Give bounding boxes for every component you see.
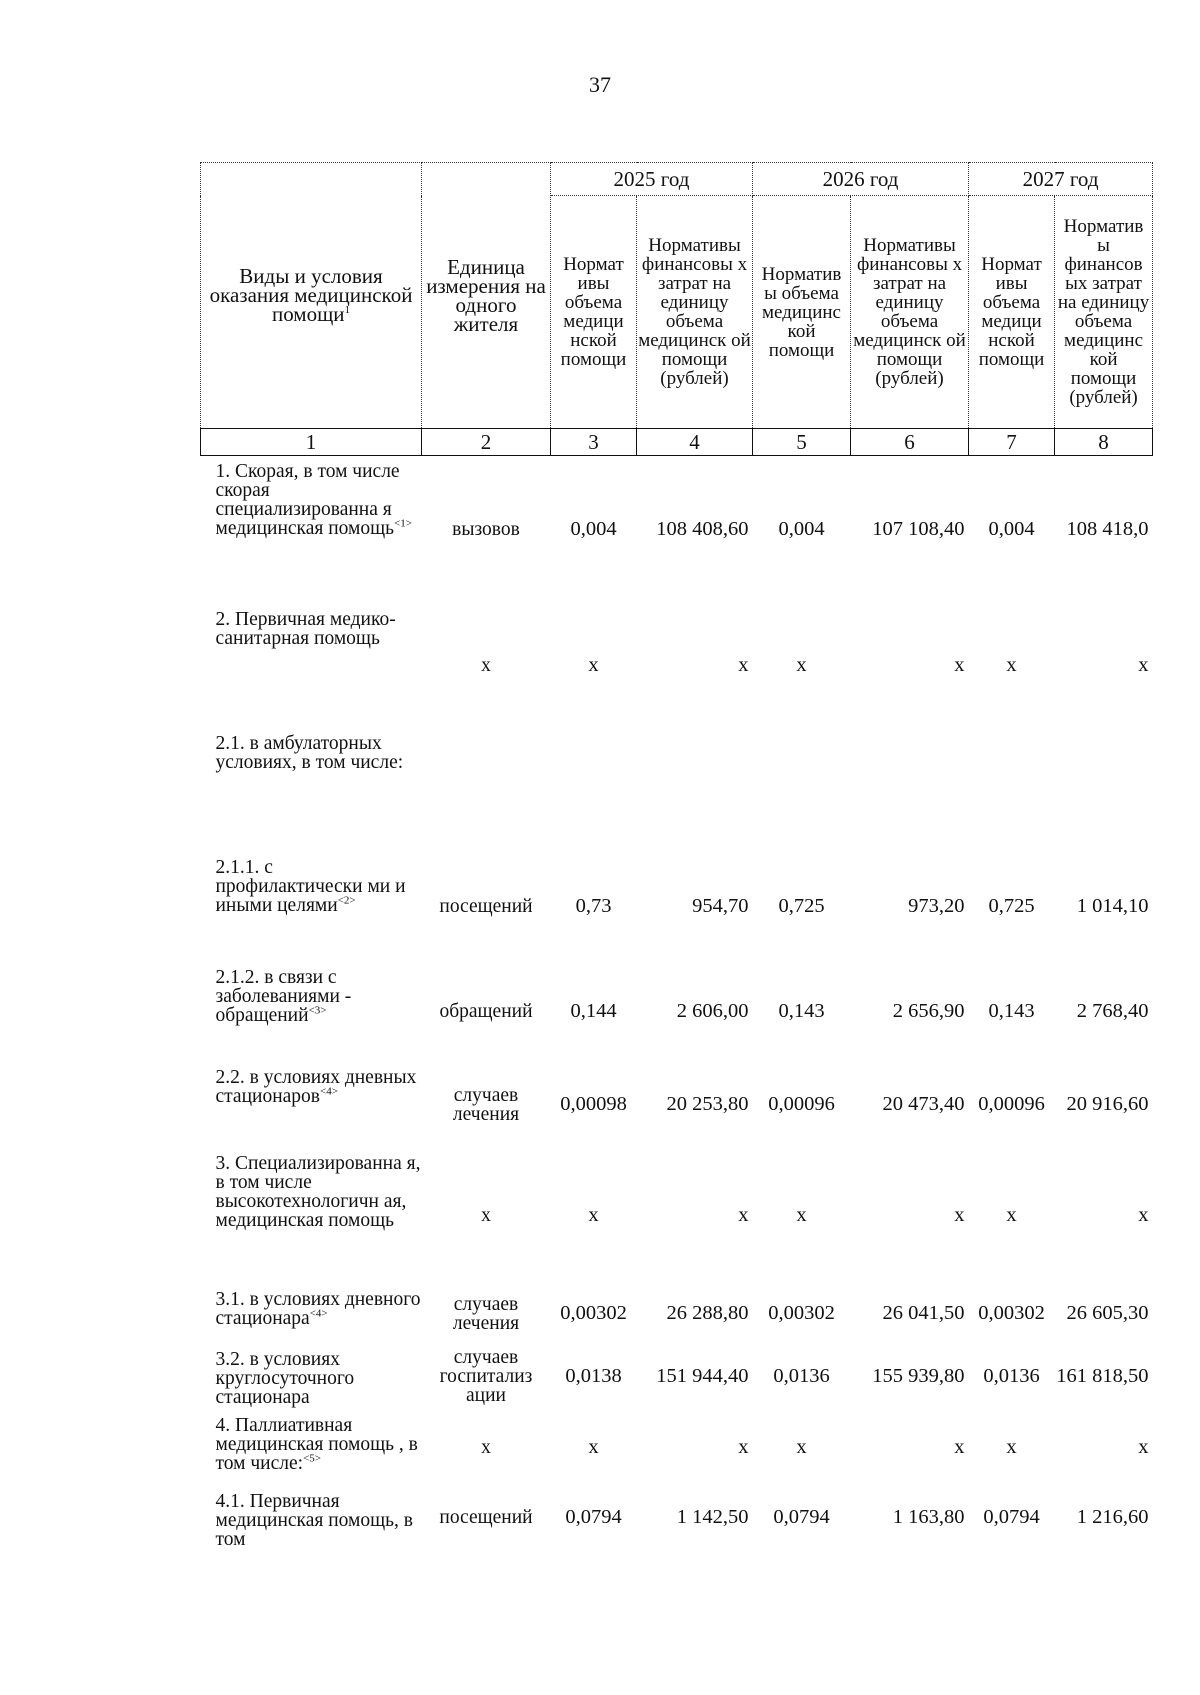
volume-norm-cell: 0,0794 <box>983 1505 1040 1528</box>
volume-norm-cell: 0,0794 <box>773 1505 830 1528</box>
row-footnote: <4> <box>309 1307 328 1319</box>
row-name <box>201 1486 422 1549</box>
cost-norm-cell: 1 142,50 <box>676 1505 749 1528</box>
header-row-years <box>201 163 1153 196</box>
table-row <box>201 456 1153 604</box>
cost-norm-cell: х <box>738 1436 749 1458</box>
row-name-text: 1. Скорая, в том числе скорая специализированна я медицинская помощь <box>215 461 400 539</box>
cost-norm-cell: х <box>954 654 965 676</box>
row-name-text: 2.1. в амбулаторных условиях, в том числе: <box>215 732 404 773</box>
row-name-text: 3. Специализированна я, в том числе высокотехнологичн ая, медицинская помощь <box>215 1152 421 1231</box>
cost-norm-cell: 26 041,50 <box>882 1302 965 1324</box>
volume-norm-cell: 0,004 <box>778 518 825 541</box>
row-unit: посещений <box>439 896 533 917</box>
volume-norm-cell: 0,144 <box>570 1000 617 1022</box>
cost-norm-cell: 161 818,50 <box>1056 1365 1149 1387</box>
cost-norm-cell <box>1055 728 1153 852</box>
row-footnote: <1> <box>394 517 412 530</box>
header-cost-2026: Нормативы финансовы х затрат на единицу объема медицинск ой помощи (рублей) <box>851 196 969 429</box>
cost-norm-cell <box>851 728 969 852</box>
volume-norm-cell: 0,725 <box>988 895 1035 917</box>
cost-norm-cell: 2 606,00 <box>676 1000 749 1022</box>
cost-norm-cell: х <box>738 1204 749 1226</box>
volume-norm-cell: х <box>1006 1436 1017 1458</box>
cost-norm-cell: х <box>1138 1436 1149 1458</box>
volume-norm-cell: 0,143 <box>988 1000 1035 1022</box>
volume-norm-cell: 0,004 <box>570 518 617 541</box>
volume-norm-cell: 0,143 <box>778 1000 825 1022</box>
volume-norm-cell: 0,00302 <box>560 1302 627 1324</box>
row-footnote: <2> <box>337 894 356 906</box>
row-footnote: <5> <box>303 1452 321 1464</box>
row-name-text: 4. Паллиативная медицинская помощь , в том числе: <box>215 1414 418 1474</box>
row-name <box>201 728 422 852</box>
row-name <box>201 604 422 728</box>
volume-norm-cell: 0,0136 <box>983 1365 1040 1387</box>
table-body <box>201 456 1153 1549</box>
cost-norm-cell: 151 944,40 <box>656 1365 749 1387</box>
header-year-2026: 2026 год <box>753 163 969 196</box>
row-name <box>201 1284 422 1344</box>
cost-norm-cell: 20 253,80 <box>666 1093 749 1115</box>
volume-norm-cell: х <box>1006 1204 1017 1226</box>
volume-norm-cell: х <box>796 654 807 676</box>
row-name-text: 3.1. в условиях дневного стационара <box>215 1288 421 1329</box>
volume-norm-cell: 0,00098 <box>560 1093 627 1115</box>
row-name-text: 2.1.1. с профилактически ми и иными целями <box>215 856 406 916</box>
volume-norm-cell <box>969 728 1055 852</box>
table-row <box>201 1410 1153 1486</box>
row-unit: случаев лечения <box>452 1084 520 1125</box>
table-row <box>201 1486 1153 1549</box>
volume-norm-cell: 0,73 <box>575 895 612 917</box>
medical-care-norms-table <box>200 162 1153 1549</box>
header-kind-footnote: 1 <box>344 304 351 316</box>
row-name <box>201 456 422 604</box>
cost-norm-cell: 26 605,30 <box>1066 1302 1149 1324</box>
row-name-text: 2. Первичная медико-санитарная помощь <box>215 608 396 649</box>
volume-norm-cell: х <box>588 1436 599 1458</box>
row-name <box>201 1410 422 1486</box>
cost-norm-cell: 973,20 <box>908 895 965 917</box>
cost-norm-cell: х <box>954 1436 965 1458</box>
cost-norm-cell <box>637 728 753 852</box>
cost-norm-cell: 107 108,40 <box>872 518 965 541</box>
column-number: 2 <box>422 429 551 456</box>
volume-norm-cell <box>753 728 851 852</box>
row-name-text: 2.2. в условиях дневных стационаров <box>215 1066 417 1107</box>
header-year-2025: 2025 год <box>551 163 753 196</box>
volume-norm-cell: х <box>1006 654 1017 676</box>
volume-norm-cell: 0,00302 <box>768 1302 835 1324</box>
table-row <box>201 852 1153 962</box>
row-footnote: <3> <box>308 1004 327 1016</box>
row-name-text: 3.2. в условиях круглосуточного стационара <box>215 1348 355 1408</box>
volume-norm-cell: 0,00302 <box>978 1302 1045 1324</box>
page-number: 37 <box>589 72 611 97</box>
row-name <box>201 1344 422 1410</box>
cost-norm-cell: 2 768,40 <box>1076 1000 1149 1022</box>
cost-norm-cell: 20 916,60 <box>1066 1093 1149 1115</box>
header-year-2027: 2027 год <box>969 163 1153 196</box>
row-name <box>201 852 422 962</box>
row-unit: случаев лечения <box>452 1293 520 1334</box>
cost-norm-cell: 155 939,80 <box>872 1365 965 1387</box>
header-kind <box>201 163 422 429</box>
row-unit: случаев госпитализ ации <box>439 1347 533 1406</box>
row-name <box>201 962 422 1062</box>
table-row <box>201 1062 1153 1148</box>
row-unit <box>422 728 551 852</box>
header-volume-2026: Норматив ы объема медицинс кой помощи <box>753 196 851 429</box>
volume-norm-cell: 0,0136 <box>773 1365 830 1387</box>
row-name <box>201 1062 422 1148</box>
column-number: 3 <box>551 429 637 456</box>
cost-norm-cell: 26 288,80 <box>666 1302 749 1324</box>
table-row <box>201 1344 1153 1410</box>
volume-norm-cell: х <box>588 654 599 676</box>
cost-norm-cell: 2 656,90 <box>892 1000 965 1022</box>
column-number: 4 <box>637 429 753 456</box>
header-row-column-numbers <box>201 429 1153 456</box>
volume-norm-cell: 0,00096 <box>768 1093 835 1115</box>
volume-norm-cell: 0,725 <box>778 895 825 917</box>
cost-norm-cell: 108 408,60 <box>656 518 749 541</box>
column-number: 8 <box>1055 429 1153 456</box>
volume-norm-cell: х <box>588 1204 599 1226</box>
volume-norm-cell <box>551 728 637 852</box>
row-name-text: 2.1.2. в связи с заболеваниями - обращений <box>215 966 352 1026</box>
table-row <box>201 962 1153 1062</box>
header-unit: Единица измерения на одного жителя <box>422 163 551 429</box>
cost-norm-cell: х <box>738 654 749 676</box>
row-unit: вызовов <box>452 519 520 541</box>
row-unit: х <box>481 655 491 676</box>
row-unit: посещений <box>439 1506 533 1528</box>
volume-norm-cell: х <box>796 1436 807 1458</box>
volume-norm-cell: 0,004 <box>988 518 1035 541</box>
header-kind-label: Виды и условия оказания медицинской помощи <box>209 264 413 326</box>
volume-norm-cell: 0,0794 <box>565 1505 622 1528</box>
column-number: 1 <box>201 429 422 456</box>
column-number: 5 <box>753 429 851 456</box>
header-cost-2025: Нормативы финансовы х затрат на единицу объема медицинск ой помощи (рублей) <box>637 196 753 429</box>
table-row <box>201 1284 1153 1344</box>
volume-norm-cell: х <box>796 1204 807 1226</box>
row-footnote: <4> <box>320 1085 338 1097</box>
cost-norm-cell: 108 418,0 <box>1066 518 1149 541</box>
cost-norm-cell: 20 473,40 <box>882 1093 965 1115</box>
cost-norm-cell: 1 216,60 <box>1076 1505 1149 1528</box>
cost-norm-cell: 954,70 <box>692 895 749 917</box>
column-number: 6 <box>851 429 969 456</box>
cost-norm-cell: х <box>1138 654 1149 676</box>
header-volume-2027: Нормат ивы объема медици нской помощи <box>969 196 1055 429</box>
row-unit: х <box>481 1437 491 1458</box>
cost-norm-cell: 1 014,10 <box>1076 895 1149 917</box>
volume-norm-cell: 0,0138 <box>565 1365 622 1387</box>
header-cost-2027: Норматив ы финансов ых затрат на единицу объема медицинс кой помощи (рублей) <box>1055 196 1153 429</box>
cost-norm-cell: х <box>1138 1204 1149 1226</box>
row-unit: обращений <box>439 1001 533 1022</box>
cost-norm-cell: 1 163,80 <box>892 1505 965 1528</box>
volume-norm-cell: 0,00096 <box>978 1093 1045 1115</box>
table-row <box>201 1148 1153 1284</box>
table-row <box>201 728 1153 852</box>
row-name <box>201 1148 422 1284</box>
column-number: 7 <box>969 429 1055 456</box>
row-unit: х <box>481 1205 491 1226</box>
table-row <box>201 604 1153 728</box>
row-name-text: 4.1. Первичная медицинская помощь, в том <box>215 1490 414 1550</box>
cost-norm-cell: х <box>954 1204 965 1226</box>
header-volume-2025: Нормат ивы объема медици нской помощи <box>551 196 637 429</box>
